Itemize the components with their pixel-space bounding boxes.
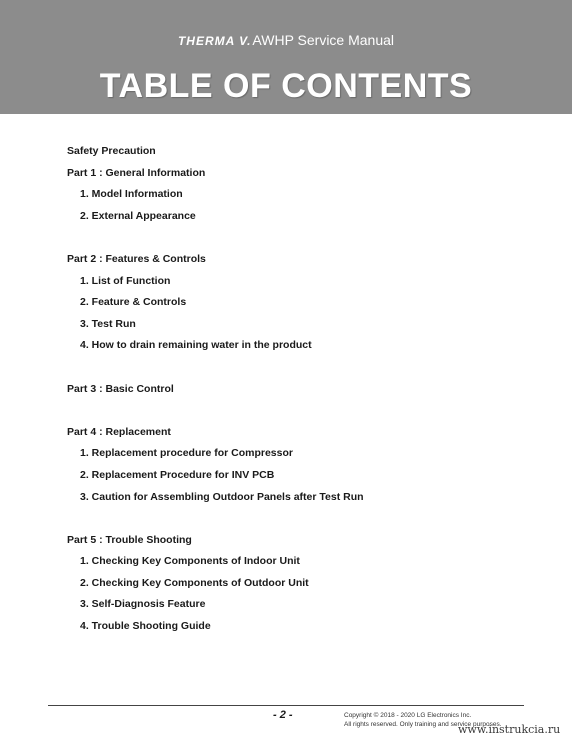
toc-subentry[interactable]: 3. Test Run <box>80 317 136 330</box>
toc-subentry[interactable]: 2. Checking Key Components of Outdoor Unit <box>80 576 309 589</box>
toc-subentry[interactable]: 3. Caution for Assembling Outdoor Panels after Test Run <box>80 490 364 503</box>
toc-spacer <box>67 400 527 422</box>
toc-part-heading[interactable]: Part 2 : Features & Controls <box>67 252 206 265</box>
toc-part-heading[interactable]: Part 5 : Trouble Shooting <box>67 533 192 546</box>
footer-divider <box>48 705 524 706</box>
toc-subentry[interactable]: 1. Model Information <box>80 188 183 201</box>
toc-spacer <box>67 357 527 379</box>
header-banner <box>0 0 572 114</box>
toc-subentry[interactable]: 2. External Appearance <box>80 209 196 222</box>
toc-part-heading[interactable]: Part 3 : Basic Control <box>67 382 174 395</box>
page-number: - 2 - <box>273 709 293 721</box>
toc-spacer <box>67 227 527 249</box>
toc-subentry[interactable]: 2. Replacement Procedure for INV PCB <box>80 468 275 481</box>
copyright-line-2: All rights reserved. Only training and service purposes. <box>344 721 502 728</box>
manual-subtitle: AWHP Service Manual <box>252 32 395 48</box>
toc-spacer <box>67 508 527 530</box>
page-title: TABLE OF CONTENTS <box>99 67 473 105</box>
watermark: www.instrukcia.ru <box>458 723 561 736</box>
toc-part-heading[interactable]: Part 4 : Replacement <box>67 425 171 438</box>
manual-subtitle-line <box>0 32 572 48</box>
toc-part-heading[interactable]: Part 1 : General Information <box>67 166 206 179</box>
toc-subentry[interactable]: 2. Feature & Controls <box>80 296 187 309</box>
toc-subentry[interactable]: 3. Self-Diagnosis Feature <box>80 598 206 611</box>
toc-subentry[interactable]: 4. Trouble Shooting Guide <box>80 620 211 633</box>
therma-v-logo: THERMA V. <box>177 34 252 48</box>
toc-subentry[interactable]: 1. List of Function <box>80 274 171 287</box>
toc-subentry[interactable]: 1. Checking Key Components of Indoor Unit <box>80 555 300 568</box>
toc-subentry[interactable]: 1. Replacement procedure for Compressor <box>80 447 293 460</box>
copyright-line-1: Copyright © 2018 - 2020 LG Electronics Inc. <box>344 712 472 719</box>
table-of-contents <box>67 141 527 638</box>
toc-part-heading[interactable]: Safety Precaution <box>67 145 156 157</box>
toc-subentry[interactable]: 4. How to drain remaining water in the product <box>80 339 312 352</box>
